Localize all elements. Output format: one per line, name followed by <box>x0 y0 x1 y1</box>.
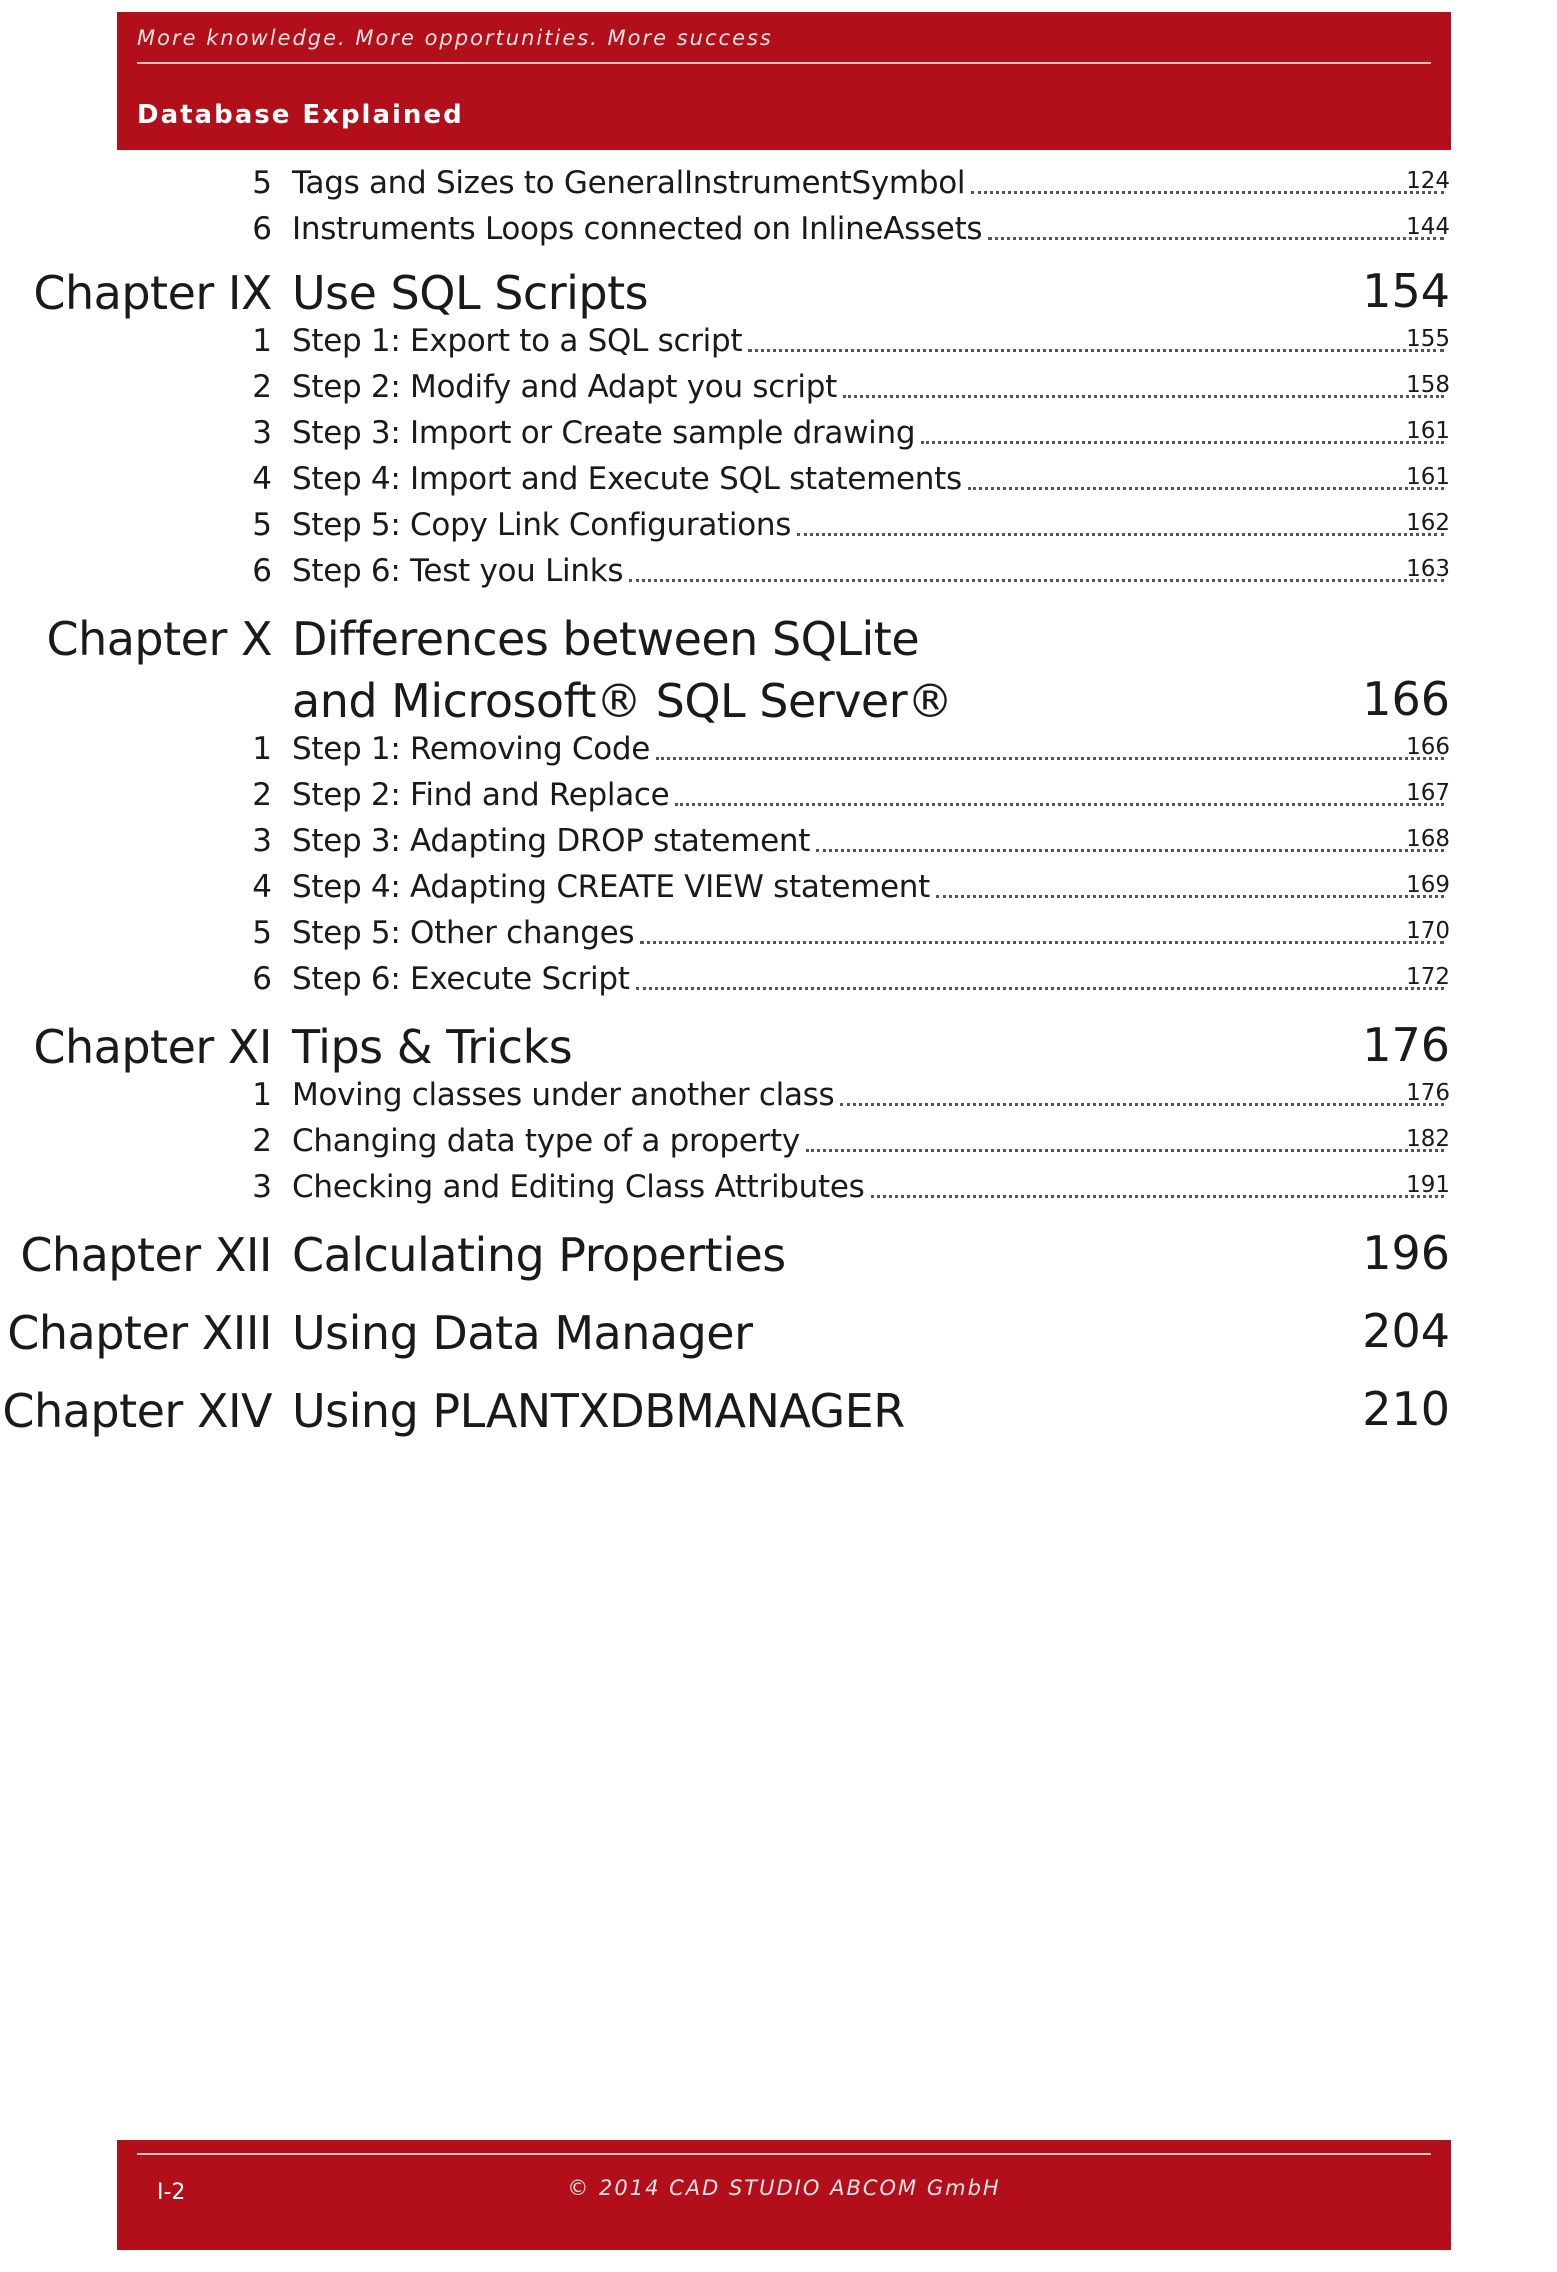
entry-title: Step 3: Import or Create sample drawing <box>292 415 916 451</box>
dot-leader <box>640 941 1444 944</box>
entry-title: Step 2: Modify and Adapt you script <box>292 369 837 405</box>
entry-number: 1 <box>252 323 272 359</box>
entry-page-number: 166 <box>1406 734 1450 760</box>
entry-page-number: 176 <box>1406 1080 1450 1106</box>
entry-title: Step 2: Find and Replace <box>292 777 670 813</box>
toc-entry[interactable] <box>0 1164 1557 1210</box>
toc-entry[interactable] <box>0 1072 1557 1118</box>
page-footer <box>117 2140 1451 2250</box>
chapter-label: Chapter X <box>46 612 272 666</box>
entry-title: Step 6: Execute Script <box>292 961 630 997</box>
entry-number: 2 <box>252 1123 272 1159</box>
entry-number: 2 <box>252 369 272 405</box>
dot-leader <box>871 1195 1445 1198</box>
entry-page-number: 168 <box>1406 826 1450 852</box>
entry-number: 5 <box>252 915 272 951</box>
chapter-heading[interactable] <box>0 262 1557 324</box>
dot-leader <box>843 395 1444 398</box>
toc-entry[interactable] <box>0 318 1557 364</box>
chapter-title: Using PLANTXDBMANAGER <box>292 1384 905 1438</box>
dot-leader <box>748 349 1444 352</box>
chapter-label: Chapter XIII <box>7 1306 272 1360</box>
dot-leader <box>797 533 1444 536</box>
entry-title: Step 5: Other changes <box>292 915 635 951</box>
dot-leader <box>968 487 1444 490</box>
page-number: I-2 <box>157 2180 186 2205</box>
dot-leader <box>921 441 1444 444</box>
chapter-title: Use SQL Scripts <box>292 266 649 320</box>
document-title: Database Explained <box>137 100 464 130</box>
entry-title: Instruments Loops connected on InlineAssets <box>292 211 983 247</box>
entry-page-number: 163 <box>1406 556 1450 582</box>
chapter-page-number: 154 <box>1362 264 1450 318</box>
toc-entry[interactable] <box>0 456 1557 502</box>
entry-title: Step 6: Test you Links <box>292 553 624 589</box>
toc-entry[interactable] <box>0 410 1557 456</box>
dot-leader <box>806 1149 1444 1152</box>
toc-entry[interactable] <box>0 864 1557 910</box>
entry-number: 4 <box>252 461 272 497</box>
chapter-label: Chapter XIV <box>2 1384 272 1438</box>
entry-title: Step 3: Adapting DROP statement <box>292 823 811 859</box>
entry-number: 3 <box>252 823 272 859</box>
entry-page-number: 161 <box>1406 418 1450 444</box>
dot-leader <box>988 237 1444 240</box>
chapter-page-number: 196 <box>1362 1226 1450 1280</box>
entry-page-number: 182 <box>1406 1126 1450 1152</box>
entry-title: Step 1: Removing Code <box>292 731 651 767</box>
entry-page-number: 161 <box>1406 464 1450 490</box>
toc-entry[interactable] <box>0 910 1557 956</box>
dot-leader <box>675 803 1444 806</box>
entry-number: 3 <box>252 1169 272 1205</box>
copyright-notice: © 2014 CAD STUDIO ABCOM GmbH <box>567 2176 1001 2200</box>
dot-leader <box>971 191 1444 194</box>
entry-number: 2 <box>252 777 272 813</box>
entry-title: Step 1: Export to a SQL script <box>292 323 743 359</box>
toc-entry[interactable] <box>0 772 1557 818</box>
entry-title: Checking and Editing Class Attributes <box>292 1169 865 1205</box>
entry-page-number: 124 <box>1406 168 1450 194</box>
chapter-label: Chapter IX <box>33 266 272 320</box>
dot-leader <box>656 757 1444 760</box>
dot-leader <box>629 579 1444 582</box>
chapter-heading[interactable] <box>0 1016 1557 1078</box>
chapter-title: Calculating Properties <box>292 1228 786 1282</box>
chapter-title-line2: and Microsoft® SQL Server® <box>292 674 953 728</box>
entry-page-number: 158 <box>1406 372 1450 398</box>
chapter-title: Using Data Manager <box>292 1306 753 1360</box>
chapter-heading[interactable] <box>0 1224 1557 1286</box>
chapter-page-number: 210 <box>1362 1382 1450 1436</box>
page-header <box>117 12 1451 150</box>
chapter-page-number: 176 <box>1362 1018 1450 1072</box>
toc-entry[interactable] <box>0 956 1557 1002</box>
chapter-label: Chapter XII <box>20 1228 272 1282</box>
entry-number: 4 <box>252 869 272 905</box>
chapter-heading[interactable] <box>0 1380 1557 1442</box>
chapter-page-number: 166 <box>1362 672 1450 726</box>
toc-entry[interactable] <box>0 206 1557 252</box>
entry-page-number: 155 <box>1406 326 1450 352</box>
entry-number: 6 <box>252 961 272 997</box>
toc-entry[interactable] <box>0 1118 1557 1164</box>
entry-title: Step 4: Adapting CREATE VIEW statement <box>292 869 931 905</box>
dot-leader <box>840 1103 1444 1106</box>
entry-title: Step 5: Copy Link Configurations <box>292 507 792 543</box>
entry-number: 1 <box>252 1077 272 1113</box>
chapter-heading[interactable] <box>0 608 1557 732</box>
chapter-page-number: 204 <box>1362 1304 1450 1358</box>
toc-entry[interactable] <box>0 818 1557 864</box>
entry-page-number: 144 <box>1406 214 1450 240</box>
chapter-title: Tips & Tricks <box>292 1020 573 1074</box>
footer-divider <box>137 2153 1431 2155</box>
header-tagline: More knowledge. More opportunities. More success <box>137 26 773 50</box>
entry-page-number: 169 <box>1406 872 1450 898</box>
chapter-heading[interactable] <box>0 1302 1557 1364</box>
entry-number: 5 <box>252 165 272 201</box>
toc-entry[interactable] <box>0 726 1557 772</box>
header-divider <box>137 62 1431 64</box>
entry-title: Moving classes under another class <box>292 1077 835 1113</box>
entry-number: 6 <box>252 211 272 247</box>
toc-entry[interactable] <box>0 160 1557 206</box>
dot-leader <box>816 849 1444 852</box>
entry-number: 1 <box>252 731 272 767</box>
entry-page-number: 162 <box>1406 510 1450 536</box>
entry-title: Step 4: Import and Execute SQL statements <box>292 461 962 497</box>
chapter-label: Chapter XI <box>33 1020 272 1074</box>
toc-entry[interactable] <box>0 502 1557 548</box>
toc-entry[interactable] <box>0 364 1557 410</box>
entry-number: 6 <box>252 553 272 589</box>
toc-entry[interactable] <box>0 548 1557 594</box>
entry-page-number: 172 <box>1406 964 1450 990</box>
entry-page-number: 191 <box>1406 1172 1450 1198</box>
dot-leader <box>936 895 1444 898</box>
entry-number: 5 <box>252 507 272 543</box>
dot-leader <box>636 987 1444 990</box>
entry-title: Changing data type of a property <box>292 1123 800 1159</box>
entry-number: 3 <box>252 415 272 451</box>
entry-page-number: 170 <box>1406 918 1450 944</box>
entry-title: Tags and Sizes to GeneralInstrumentSymbol <box>292 165 966 201</box>
chapter-title: Differences between SQLite <box>292 612 920 666</box>
entry-page-number: 167 <box>1406 780 1450 806</box>
